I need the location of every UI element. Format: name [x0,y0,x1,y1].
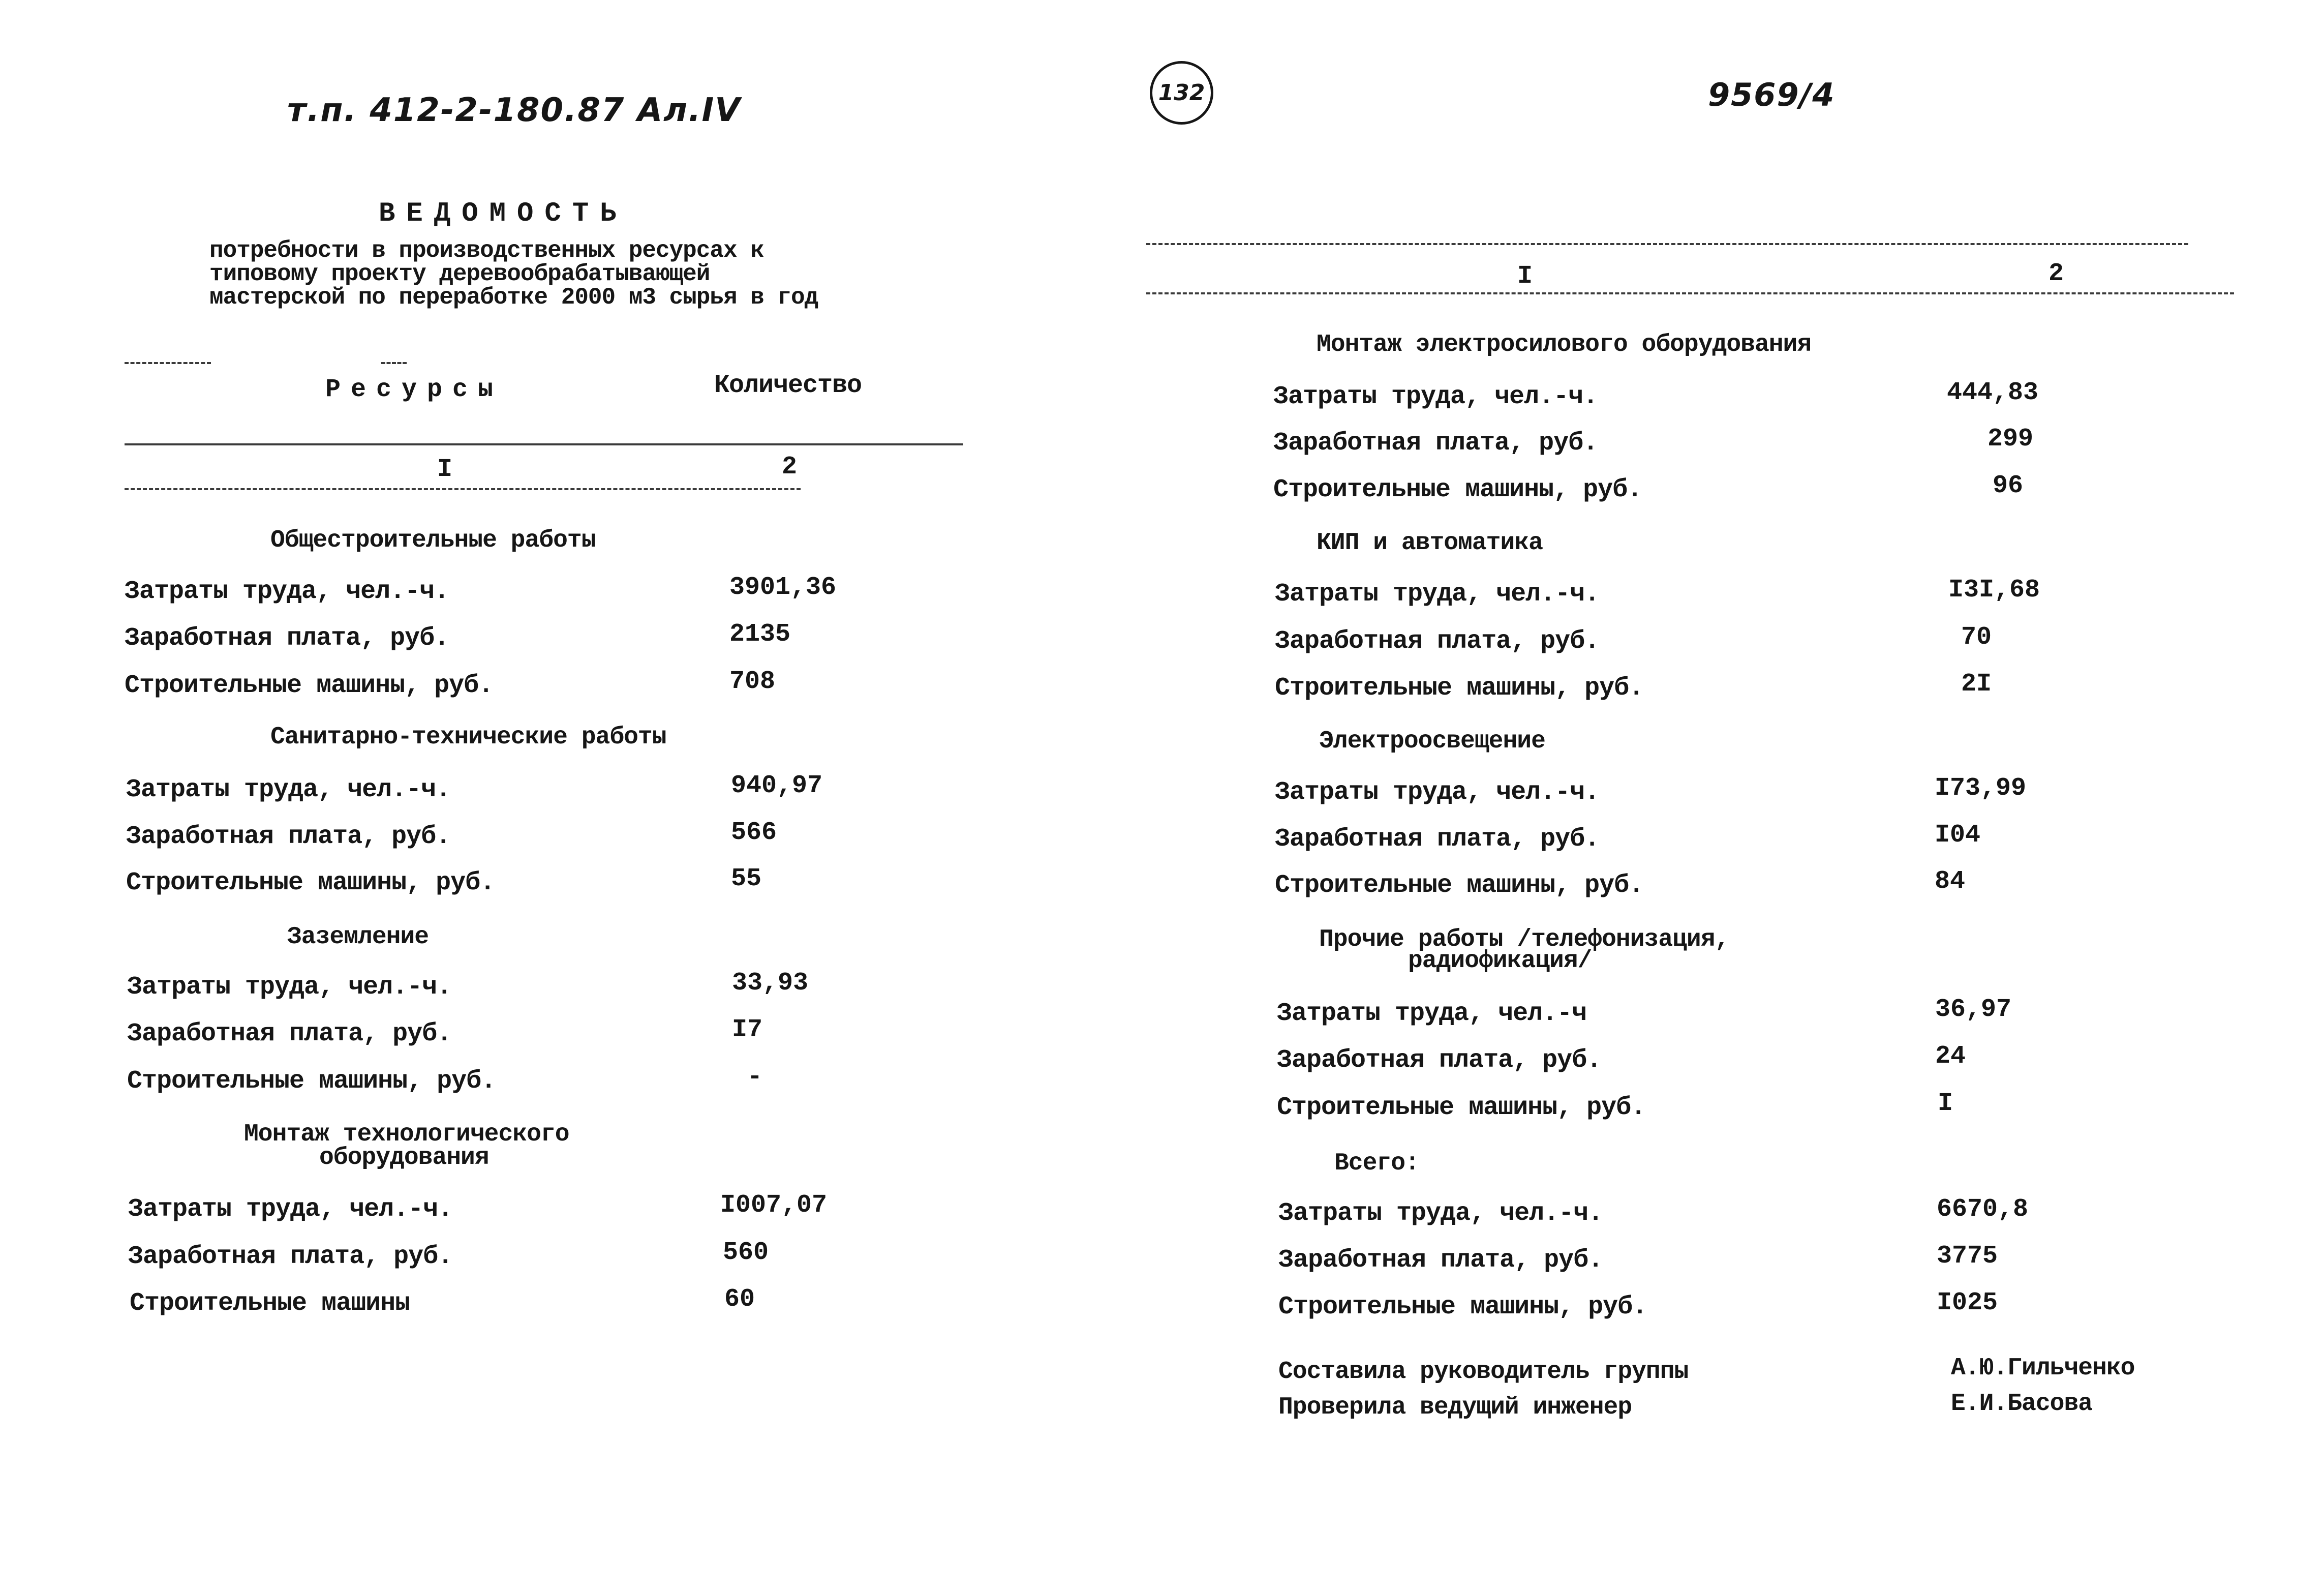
row-label: Строительные машины, руб. [1275,871,1644,900]
total-title: Всего: [1334,1150,1419,1177]
row-label: Строительные машины, руб. [126,868,495,897]
row-value: I04 [1935,821,1981,850]
row-value: I7 [732,1015,763,1044]
section-title-line1: Прочие работы /телефонизация, [1319,926,1729,953]
row-label: Заработная плата, руб. [125,624,449,653]
row-value: I025 [1937,1288,1998,1317]
project-number: т.п. 412-2-180.87 Ал.IV [287,92,741,129]
row-value: 70 [1961,623,1992,652]
document-subtitle-line1: потребности в производственных ресурсах к [209,237,764,264]
col-number-1-right: I [1517,262,1533,291]
row-value: 33,93 [732,969,809,998]
row-value: 940,97 [731,771,823,800]
row-label: Строительные машины, руб. [1277,1093,1646,1122]
row-label: Строительные машины [130,1289,410,1318]
row-label: Затраты труда, чел.-ч. [1278,1199,1603,1228]
section-title-line2: радиофикация/ [1408,947,1592,975]
section-title: Заземление [287,923,429,951]
row-value: 60 [724,1285,755,1314]
col-number-2-right: 2 [2048,259,2064,288]
document-subtitle-line3: мастерской по переработке 2000 м3 сырья в год [209,284,818,311]
row-label: Заработная плата, руб. [1273,429,1598,458]
row-label: Затраты труда, чел.-ч [1277,999,1587,1028]
row-value: 444,83 [1947,378,2039,407]
section-title: Санитарно-технические работы [270,724,666,751]
section-title-line2: оборудования [319,1144,489,1172]
col-header-resources: Ресурсы [325,375,504,404]
row-label: Строительные машины, руб. [1273,475,1642,504]
page-number-circle [1150,61,1213,125]
row-label: Заработная плата, руб. [1277,1046,1602,1075]
signature-role: Проверила ведущий инженер [1278,1394,1632,1421]
row-value: I [1938,1089,1953,1118]
section-title: Общестроительные работы [270,527,596,554]
signature-role: Составила руководитель группы [1278,1358,1689,1386]
row-value: 299 [1987,425,2034,454]
row-label: Заработная плата, руб. [127,1019,452,1048]
row-value: 6670,8 [1937,1195,2029,1224]
row-label: Строительные машины, руб. [1278,1293,1647,1321]
row-label: Заработная плата, руб. [128,1242,453,1271]
table-number-rule [125,488,801,490]
section-title-line1: Монтаж технологического [244,1121,569,1148]
row-label: Заработная плата, руб. [1275,825,1600,854]
row-value: 2I [1961,670,1992,699]
signature-name: А.Ю.Гильченко [1951,1355,2135,1382]
row-value: 36,97 [1935,995,2012,1024]
row-value: 24 [1935,1042,1966,1071]
signature-name: Е.И.Басова [1951,1390,2093,1418]
row-value: 84 [1935,867,1966,896]
inventory-number: 9569/4 [1708,76,1836,113]
row-value: - [747,1063,763,1092]
table-top-rule-2 [381,362,407,364]
row-label: Заработная плата, руб. [126,822,451,851]
section-title: КИП и автоматика [1317,529,1543,557]
table-top-rule [125,362,211,364]
table-number-rule-right [1146,292,2234,294]
row-label: Затраты труда, чел.-ч. [1275,580,1600,609]
row-value: I73,99 [1935,774,2027,803]
table-top-rule-right [1146,243,2188,245]
row-value: 55 [731,864,762,893]
col-number-2: 2 [782,453,798,482]
row-label: Затраты труда, чел.-ч. [127,973,452,1002]
section-title: Электроосвещение [1319,728,1545,755]
row-value: 708 [729,667,776,696]
row-value: I007,07 [720,1191,828,1220]
row-label: Затраты труда, чел.-ч. [125,577,449,606]
row-value: I3I,68 [1948,576,2040,605]
document-title: ВЕДОМОСТЬ [379,198,628,229]
row-value: 2135 [729,620,791,649]
section-title: Монтаж электросилового оборудования [1317,331,1812,358]
col-number-1: I [437,455,453,484]
row-label: Затраты труда, чел.-ч. [1275,778,1600,807]
row-value: 3775 [1937,1242,1998,1271]
document-subtitle-line2: типовому проекту деревообрабатывающей [209,261,710,287]
row-value: 566 [731,818,777,847]
row-label: Заработная плата, руб. [1275,627,1600,656]
row-value: 96 [1993,471,2024,500]
table-header-rule [125,443,963,445]
row-label: Строительные машины, руб. [125,671,494,700]
page-number: 132 [1158,80,1205,106]
row-value: 560 [723,1238,769,1267]
row-label: Затраты труда, чел.-ч. [126,775,451,804]
col-header-quantity: Количество [714,371,862,400]
row-label: Заработная плата, руб. [1278,1246,1603,1275]
row-label: Строительные машины, руб. [127,1067,496,1096]
row-label: Затраты труда, чел.-ч. [1273,382,1598,411]
row-value: 3901,36 [729,573,837,602]
row-label: Затраты труда, чел.-ч. [128,1195,453,1224]
row-label: Строительные машины, руб. [1275,674,1644,703]
